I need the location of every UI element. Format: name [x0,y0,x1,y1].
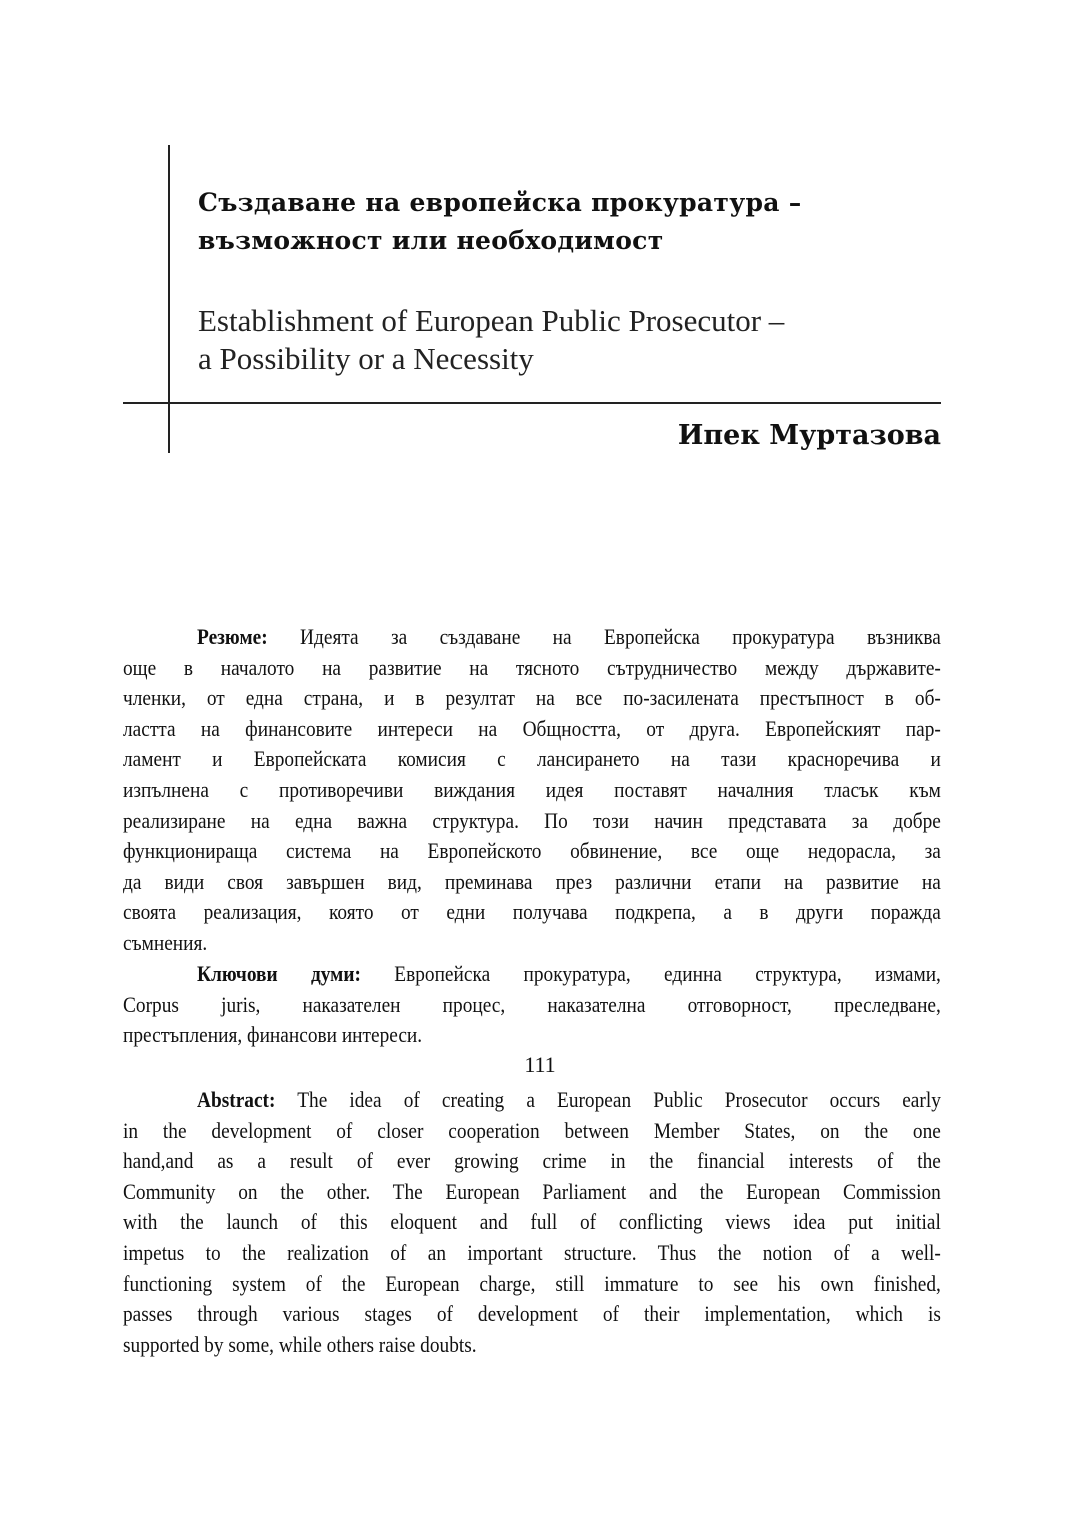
abstract-line [123,1116,941,1146]
keywords-line [123,990,941,1020]
resume-line [123,744,941,774]
abstract-line [123,1330,941,1360]
abstract-line [123,1177,941,1207]
abstract-text: passes through various stages of development of their implementation, which is [123,1301,941,1327]
resume-text: членки, от една страна, и в резултат на все по-засилената престъпност в об- [123,685,941,711]
vertical-rule [168,145,170,453]
keywords-line [123,1020,941,1050]
abstract-text: supported by some, while others raise doubts. [123,1331,477,1357]
abstract-line [123,1146,941,1176]
abstract-text: hand,and as a result of ever growing crime in the financial interests of the [123,1148,941,1174]
resume-line [123,867,941,897]
abstract-text: impetus to the realization of an important structure. Thus the notion of a well- [123,1240,941,1265]
resume-text: реализиране на една важна структура. По този начин представата за добре [123,807,941,833]
resume-line [123,775,941,805]
page-number: 111 [524,1052,556,1077]
resume-line [123,836,941,866]
resume-text: функционираща система на Европейското обвинение, все още недорасла, за [123,838,941,864]
keywords-label: Ключови думи: [197,961,361,986]
abstract-text: functioning system of the European charge, still immature to see his own finished, [123,1270,941,1296]
resume-line [197,622,941,652]
resume-text: ламент и Европейската комисия с лансирането на тази красноречива и [123,746,941,772]
keywords-line [197,959,941,989]
resume-line [123,653,941,683]
abstract-line [123,1269,941,1299]
resume-text: съмнения. [123,930,208,955]
abstract-line [123,1207,941,1237]
title-en-line-2: a Possibility or a Necessity [198,341,534,376]
resume-text: Идеята за създаване на Европейска прокуратура възниква [267,624,941,649]
resume-text: изпълнена с противоречиви виждания идея поставят началния тласък към [123,777,941,802]
abstract-line [123,1299,941,1329]
resume-text: ластта на финансовите интереси на Общността, от друга. Европейският пар- [123,715,941,741]
abstract-line [123,1238,941,1268]
resume-line [123,714,941,744]
resume-label: Резюме: [197,624,268,649]
resume-line [123,683,941,713]
abstract-label: Abstract: [197,1087,276,1112]
abstract-line [197,1085,941,1115]
resume-line [123,928,941,958]
keywords-text: престъпления, финансови интереси. [123,1022,423,1048]
horizontal-rule [123,402,941,404]
abstract-text: Community on the other. The European Parliament and the European Commission [123,1178,941,1204]
resume-text: своята реализация, която от едни получава подкрепа, а в други поражда [123,899,941,925]
abstract-text: with the launch of this eloquent and full of conflicting views idea put initial [123,1209,941,1235]
title-bg-line-1: Създаване на европейска прокуратура – [198,188,802,217]
keywords-text: Corpus juris, наказателен процес, наказателна отговорност, преследване, [123,991,941,1017]
resume-text: още в началото на развитие на тясното сътрудничество между държавите- [123,654,941,680]
author-name: Ипек Муртазова [677,420,941,451]
resume-line [123,806,941,836]
keywords-text: Европейска прокуратура, единна структура, измами, [360,961,941,986]
title-en-line-1: Establishment of European Public Prosecutor – [198,303,785,338]
resume-line [123,897,941,927]
abstract-text: The idea of creating a European Public Prosecutor occurs early [275,1087,941,1112]
resume-text: да види своя завършен вид, преминава през различни етапи на развитие на [123,868,941,894]
title-bg-line-2: възможност или необходимост [198,226,664,255]
abstract-text: in the development of closer cooperation between Member States, on the one [123,1117,941,1143]
